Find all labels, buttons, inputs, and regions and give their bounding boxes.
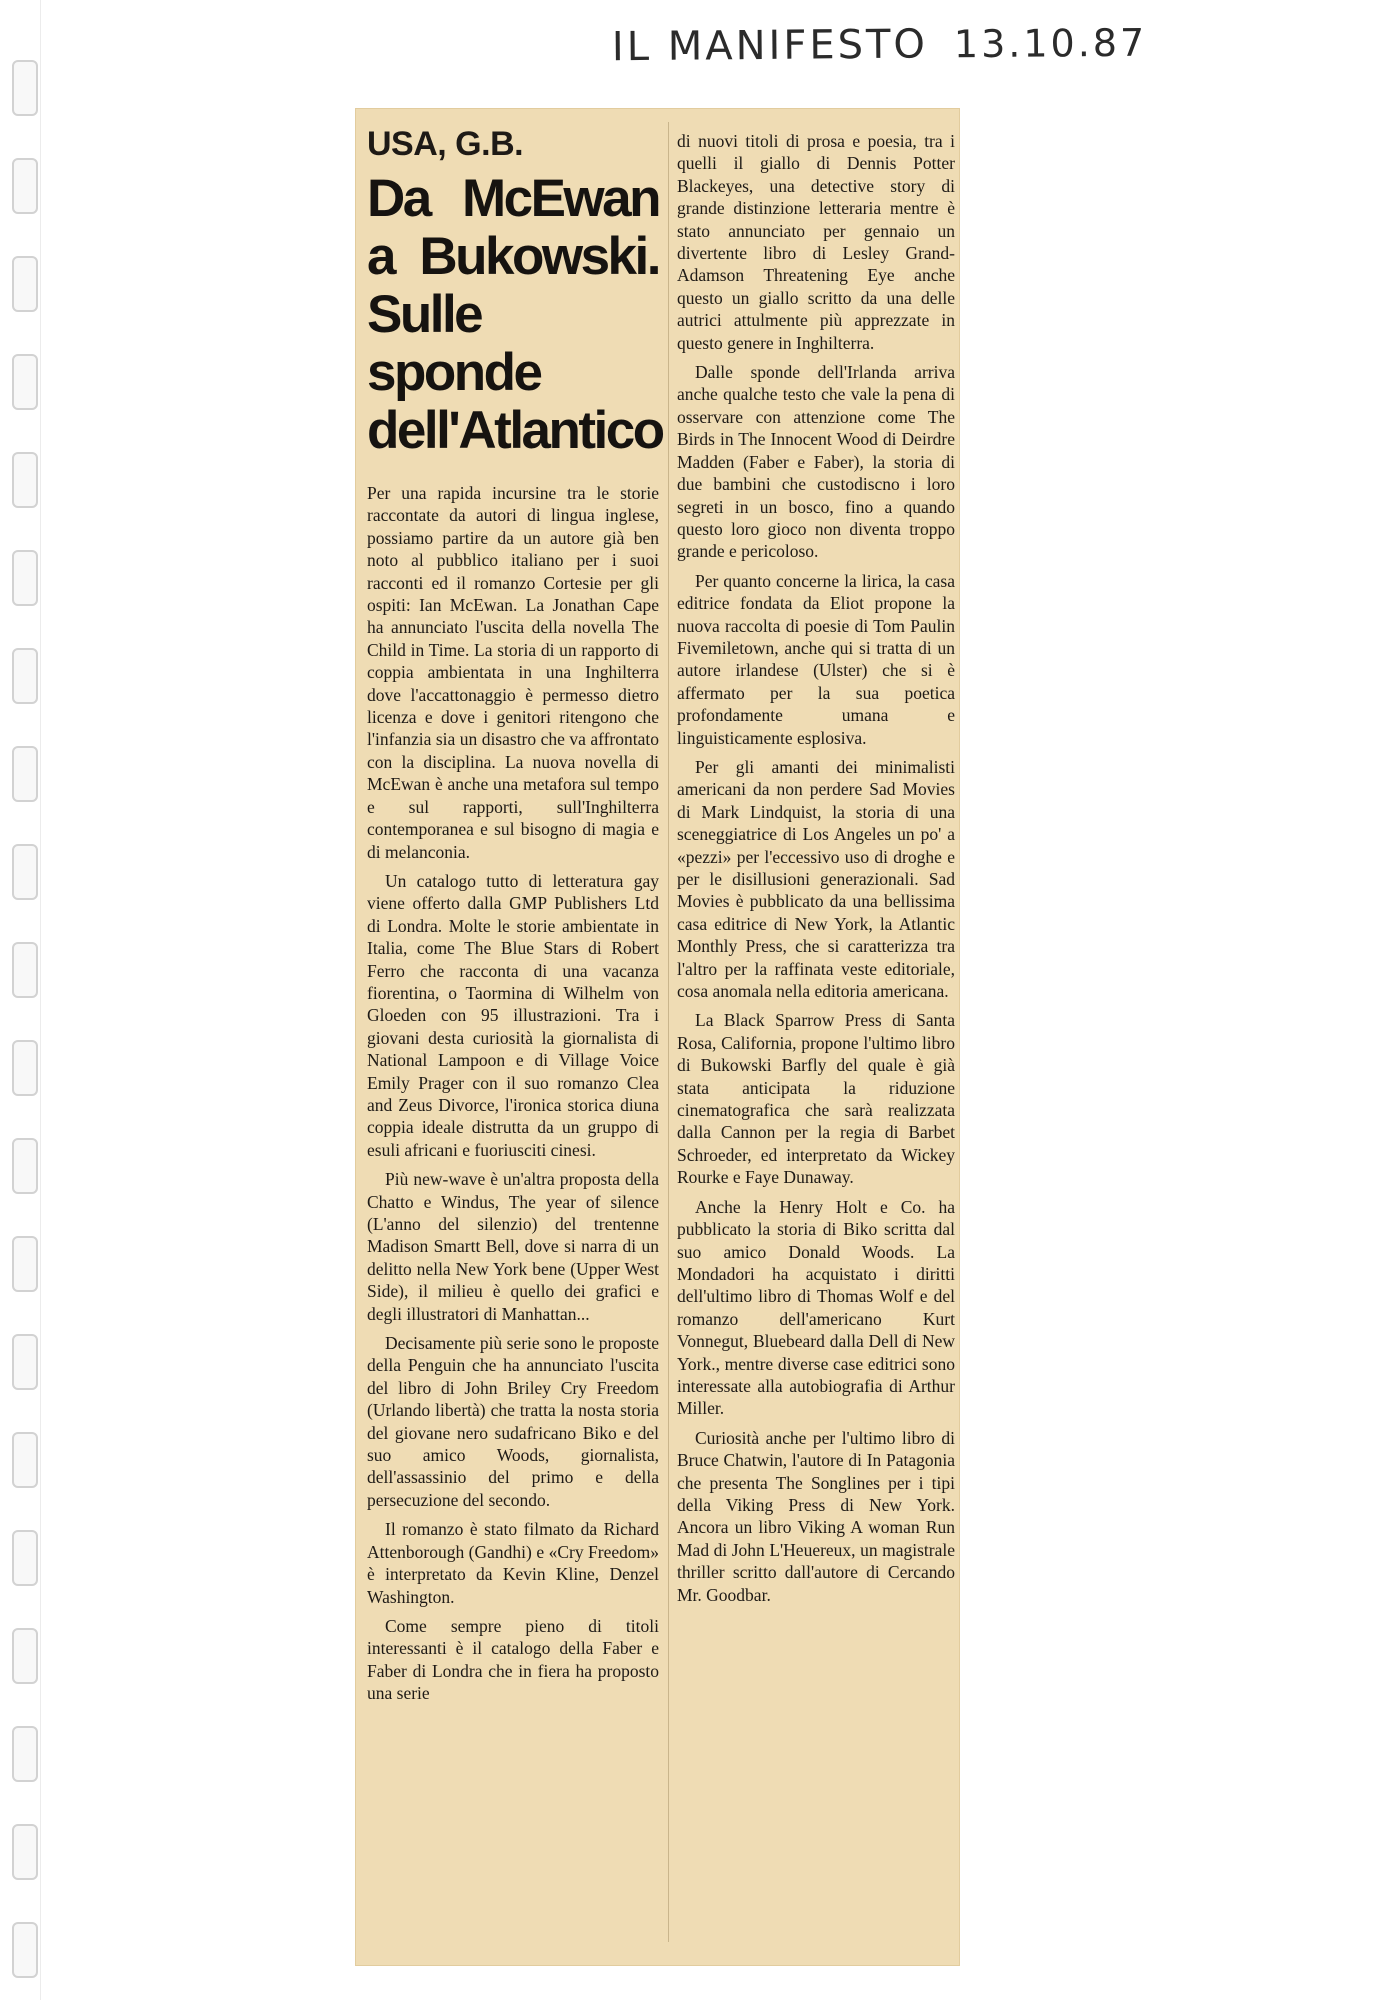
- binder-hole: [12, 1138, 38, 1194]
- column-divider: [668, 122, 669, 1942]
- article-paragraph: Più new-wave è un'altra proposta della Chatto e Windus, The year of silence (L'anno del silenzio) del trentenne Madison Smartt Bell, dove si narra di un delitto nella New York bene (Upper West Side), il milieu è quello dei grafici e degli illustratori di Manhattan...: [367, 1169, 659, 1324]
- article-paragraph: Per quanto concerne la lirica, la casa editrice fondata da Eliot propone la nuova raccolta di poesie di Tom Paulin Fivemiletown, anche qui si tratta di un autore irlandese (Ulster) che si è affermato per la sua poetica profondamente umana e linguisticamente esplosiva.: [677, 570, 955, 748]
- article-paragraph: Decisamente più serie sono le proposte della Penguin che ha annunciato l'uscita del libro di John Briley Cry Freedom (Urlando libertà) che tratta la nosta storia del giovane nero sudafricano Biko e del suo amico Woods, giornalista, dell'assassinio del primo e della persecuzione del secondo.: [367, 1333, 659, 1510]
- handwritten-source-note: [611, 20, 1148, 85]
- binder-hole: [12, 1824, 38, 1880]
- article-paragraph: Il romanzo è stato filmato da Richard Attenborough (Gandhi) e «Cry Freedom» è interpretato da Kevin Kline, Denzel Washington.: [367, 1519, 659, 1607]
- binder-hole: [12, 1334, 38, 1390]
- article-paragraph: Un catalogo tutto di letteratura gay viene offerto dalla GMP Publishers Ltd di Londra. Molte le storie ambientate in Italia, come The Blue Stars di Robert Ferro che racconta di una vacanza fiorentina, o Taormina di Wilhelm von Gloeden con 95 illustrazioni. Tra i giovani desta curiosità la giornalista di National Lampoon e di Village Voice Emily Prager con il suo romanzo Clea and Zeus Divorce, l'ironica storica diuna coppia ideale distrutta da un gruppo di esuli africani e fuoriusciti cinesi.: [367, 870, 659, 1160]
- binder-hole: [12, 550, 38, 606]
- binder-hole: [12, 1726, 38, 1782]
- article-column-left: [367, 108, 663, 1966]
- binder-hole: [12, 354, 38, 410]
- article-column-right: [677, 130, 955, 1966]
- binder-hole: [12, 746, 38, 802]
- binder-hole: [12, 452, 38, 508]
- article-paragraph: Come sempre pieno di titoli interessanti è il catalogo della Faber e Faber di Londra che in fiera ha proposto una serie: [367, 1615, 659, 1704]
- article-kicker: USA, G.B.: [367, 125, 524, 163]
- article-paragraph: di nuovi titoli di prosa e poesia, tra i quelli il giallo di Dennis Potter Blackeyes, una detective story di grande distinzione letteraria mentre è stato annunciato per gennaio un divertente libro di Lesley Grand-Adamson Threatening Eye anche questo un giallo scritto da una delle autrici attulmente più apprezzate in questo genere in Inghilterra.: [677, 131, 955, 353]
- article-paragraph: Per una rapida incursine tra le storie raccontate da autori di lingua inglese, possiamo partire da un autore già ben noto al pubblico italiano per i suoi racconti ed il romanzo Cortesie per gli ospiti: Ian McEwan. La Jonathan Cape ha annunciato l'uscita della novella The Child in Time. La storia di un rapporto di coppia ambientata in una Inghilterra dove l'accattonaggio è permesso dietro licenza e dove i genitori ritengono che l'infanzia sia un disastro che va affrontato con la disciplina. La nuova novella di McEwan è anche una metafora sul tempo e sul rapporti, sull'Inghilterra contemporanea e sul bisogno di magia e di melanconia.: [367, 483, 659, 862]
- binder-hole: [12, 1432, 38, 1488]
- binder-hole: [12, 256, 38, 312]
- article-paragraph: Per gli amanti dei minimalisti americani da non perdere Sad Movies di Mark Lindquist, la storia di una sceneggiatrice di Los Angeles un po' a «pezzi» per l'eccessivo uso di droghe e per le disillusioni generazionali. Sad Movies è pubblicato da una bellissima casa editrice di New York, la Atlantic Monthly Press, che si caratterizza tra l'altro per la raffinata veste editoriale, cosa anomala nella editoria americana.: [677, 756, 955, 1002]
- newspaper-clipping: [355, 108, 960, 1966]
- handwritten-date: 13.10.87: [953, 20, 1148, 67]
- binder-hole: [12, 844, 38, 900]
- binder-hole: [12, 1236, 38, 1292]
- binder-hole: [12, 60, 38, 116]
- handwritten-newspaper-name: IL MANIFESTO: [611, 21, 929, 71]
- binder-hole: [12, 942, 38, 998]
- binder-hole: [12, 1922, 38, 1978]
- binder-margin: [0, 0, 60, 2000]
- binder-hole: [12, 158, 38, 214]
- binder-hole: [12, 1040, 38, 1096]
- binder-hole: [12, 1530, 38, 1586]
- article-headline: Da McEwan a Bukowski. Sulle sponde dell'Atlantico: [367, 169, 663, 460]
- binder-hole: [12, 1628, 38, 1684]
- article-paragraph: Anche la Henry Holt e Co. ha pubblicato la storia di Biko scritta dal suo amico Donald Woods. La Mondadori ha acquistato i diritti dell'ultimo libro di Thomas Wolf e del romanzo dell'americano Kurt Vonnegut, Bluebeard dalla Dell di New York., mentre diverse case editrici sono interessate alla autobiografia di Arthur Miller.: [677, 1196, 955, 1419]
- page-fold-line: [40, 0, 41, 2000]
- article-paragraph: Curiosità anche per l'ultimo libro di Bruce Chatwin, l'autore di In Patagonia che presenta The Songlines per i tipi della Viking Press di New York. Ancora un libro Viking A woman Run Mad di John L'Heuereux, un magistrale thriller scritto dall'autore di Cercando Mr. Goodbar.: [677, 1427, 955, 1605]
- binder-hole: [12, 648, 38, 704]
- article-paragraph: La Black Sparrow Press di Santa Rosa, California, propone l'ultimo libro di Bukowski Barfly del quale è già stata anticipata la riduzione cinematografica che sarà realizzata dalla Cannon per la regia di Barbet Schroeder, ed interpretato da Wickey Rourke e Faye Dunaway.: [677, 1010, 955, 1188]
- article-paragraph: Dalle sponde dell'Irlanda arriva anche qualche testo che vale la pena di osservare con attenzione come The Birds in The Innocent Wood di Deirdre Madden (Faber e Faber), la storia di due bambini che custodiscno i loro segreti in un bosco, fino a quando questo loro gioco non diventa troppo grande e pericoloso.: [677, 362, 955, 562]
